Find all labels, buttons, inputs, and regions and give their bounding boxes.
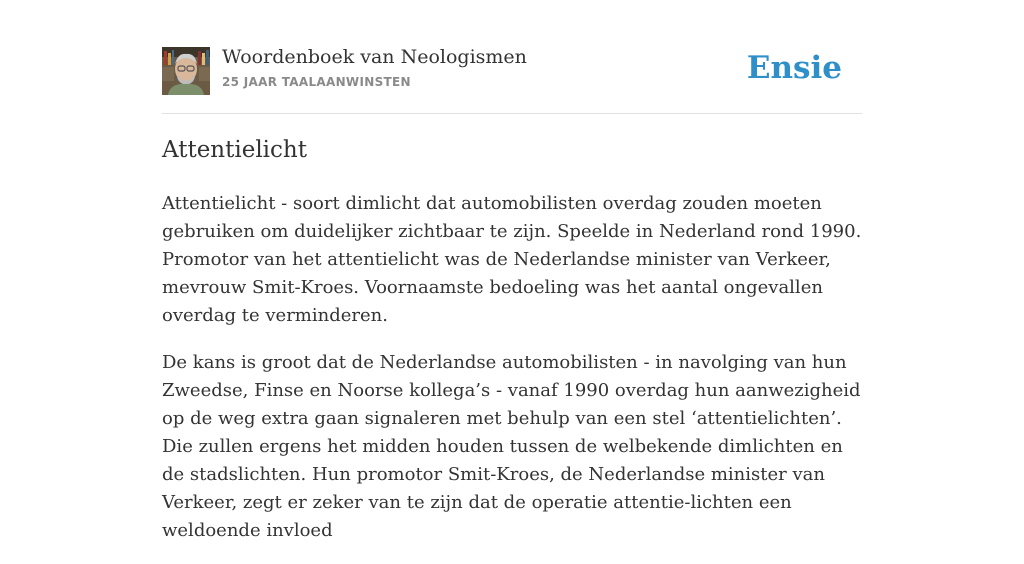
article-body: [162, 190, 862, 564]
brand-logo[interactable]: Ensie: [746, 50, 842, 86]
site-header: [162, 46, 862, 96]
article-paragraph: Attentielicht - soort dimlicht dat automobilisten overdag zouden moeten gebruiken om duidelijker zichtbaar te zijn. Speelde in Nederland rond 1990. Promotor van het attentielicht was de Nederlandse minister van Verkeer, mevrouw Smit-Kroes. Voornaamste bedoeling was het aantal ongevallen overdag te verminderen.: [162, 193, 862, 326]
article-title: Attentielicht: [162, 137, 307, 163]
avatar[interactable]: [162, 47, 210, 95]
site-subtitle: 25 JAAR TAALAANWINSTEN: [222, 75, 411, 89]
site-title[interactable]: Woordenboek van Neologismen: [222, 46, 527, 68]
avatar-portrait-icon: [162, 47, 210, 95]
header-divider: [162, 113, 862, 114]
article-paragraph: De kans is groot dat de Nederlandse automobilisten - in navolging van hun Zweedse, Finse en Noorse kollega’s - vanaf 1990 overdag hun aanwezigheid op de weg extra gaan signaleren met behulp van een stel ‘attentielichten’. Die zullen ergens het midden houden tussen de welbekende dimlichten en de stadslichten. Hun promotor Smit-Kroes, de Nederlandse minister van Verkeer, zegt er zeker van te zijn dat de operatie attentie-lichten een weldoende invloed: [162, 352, 861, 541]
